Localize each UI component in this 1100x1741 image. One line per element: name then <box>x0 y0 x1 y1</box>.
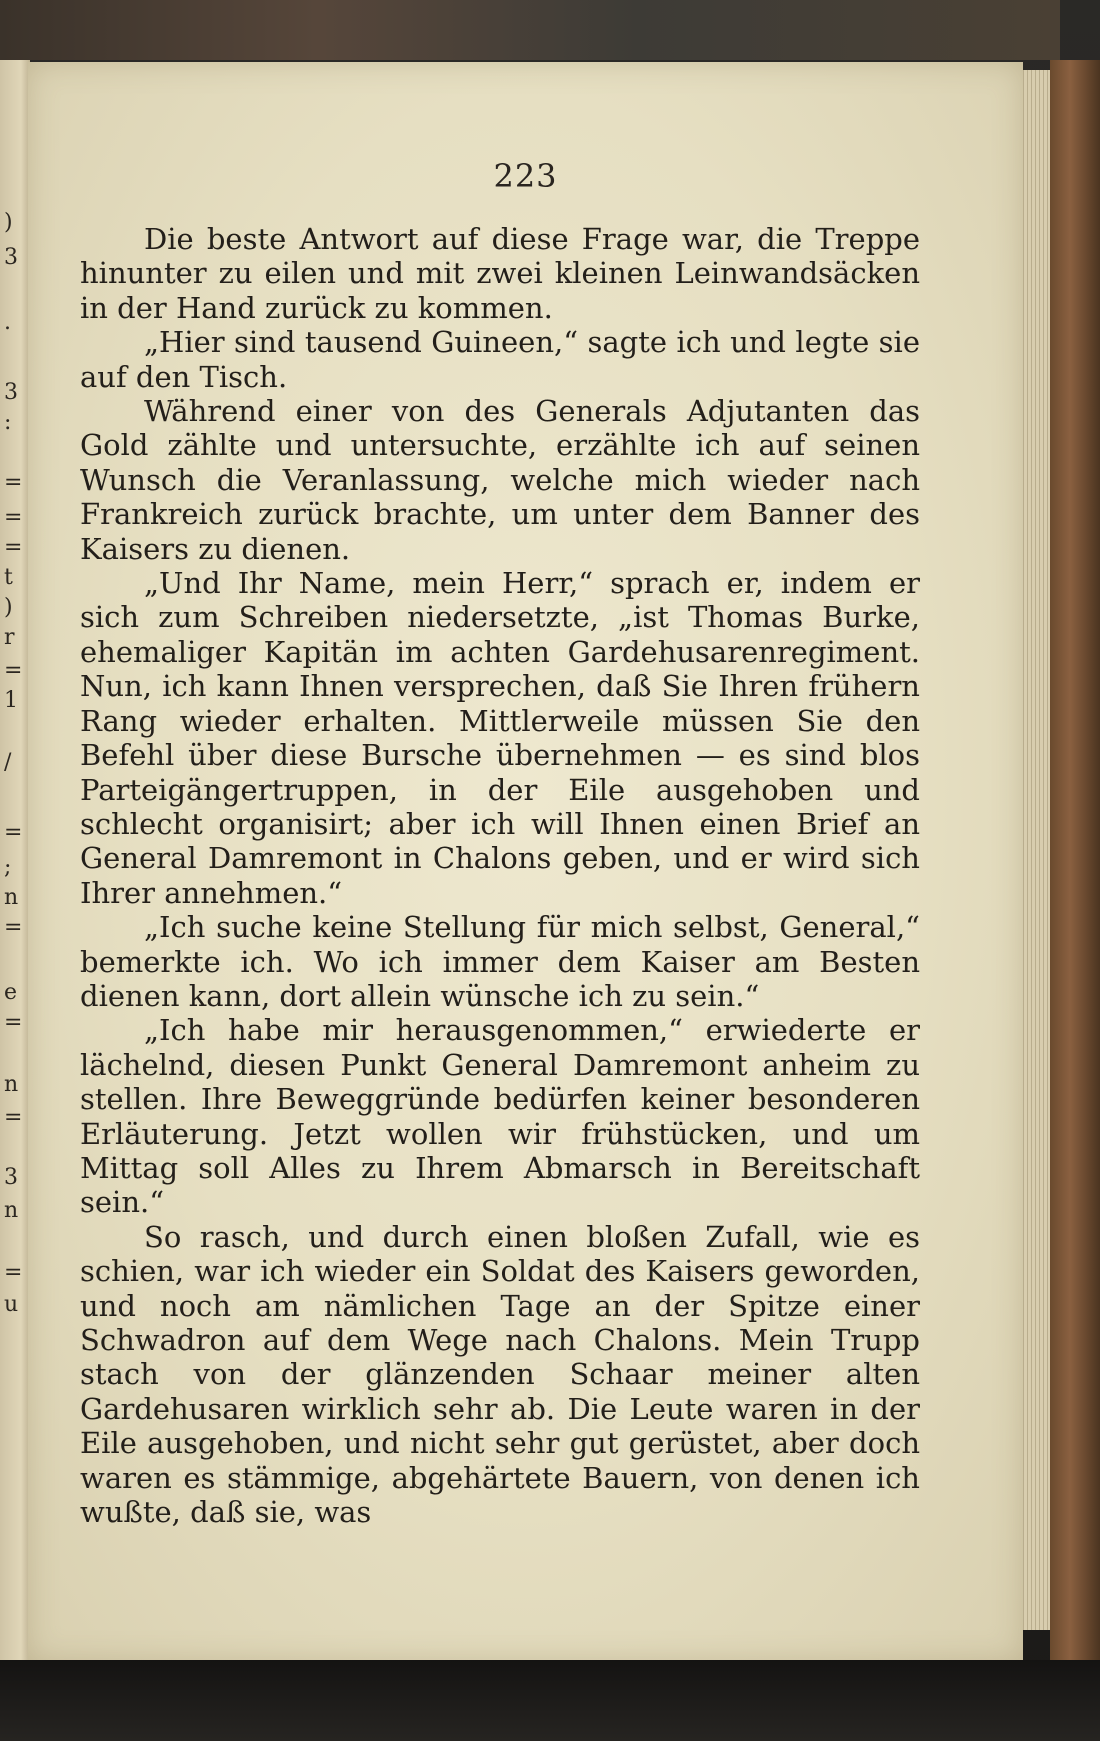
paragraph: „Hier sind tausend Guineen,“ sagte ich und legte sie auf den Tisch. <box>80 325 920 394</box>
prev-page-fragment: = <box>4 1010 23 1035</box>
prev-page-fragment: e <box>4 980 18 1005</box>
prev-page-fragment: : <box>4 410 12 435</box>
prev-page-fragment: n <box>4 1198 19 1223</box>
prev-page-fragment: 3 <box>4 380 18 405</box>
paragraph: „Und Ihr Name, mein Herr,“ sprach er, indem er sich zum Schreiben niedersetzte, „ist Thomas Burke, ehemaliger Kapitän im achten Gardehusarenregiment. Nun, ich kann Ihnen versprechen, daß Sie Ihren frühern Rang wieder erhalten. Mittlerweile müssen Sie den Befehl über diese Bursche übernehmen — es sind blos Parteigängertruppen, in der Eile ausgehoben und schlecht organisirt; aber ich will Ihnen einen Brief an General Damremont in Chalons geben, und er wird sich Ihrer annehmen.“ <box>80 566 920 910</box>
prev-page-fragment: ; <box>4 855 12 880</box>
prev-page-fragment: 3 <box>4 1165 18 1190</box>
prev-page-fragment: ) <box>4 595 13 620</box>
prev-page-fragment: . <box>4 310 11 335</box>
prev-page-fragment: t <box>4 565 13 590</box>
paragraph: „Ich habe mir herausgenommen,“ erwiederte er lächelnd, diesen Punkt General Damremont anheim zu stellen. Ihre Beweggründe bedürfen keiner besonderen Erläuterung. Jetzt wollen wir frühstücken, und um Mittag soll Alles zu Ihrem Abmarsch in Bereitschaft sein.“ <box>80 1013 920 1220</box>
prev-page-fragment: r <box>4 625 15 650</box>
prev-page-fragment: ) <box>4 210 13 235</box>
prev-page-fragment: n <box>4 1072 19 1097</box>
prev-page-fragment: = <box>4 915 23 940</box>
paragraph: Die beste Antwort auf diese Frage war, die Treppe hinunter zu eilen und mit zwei kleinen Leinwandsäcken in der Hand zurück zu kommen. <box>80 222 920 325</box>
paragraph: „Ich suche keine Stellung für mich selbst, General,“ bemerkte ich. Wo ich immer dem Kaiser am Besten dienen kann, dort allein wünsche ich zu sein.“ <box>80 910 920 1013</box>
paragraph: So rasch, und durch einen bloßen Zufall, wie es schien, war ich wieder ein Soldat des Kaisers geworden, und noch am nämlichen Tage an der Spitze einer Schwadron auf dem Wege nach Chalons. Mein Trupp stach von der glänzenden Schaar meiner alten Gardehusaren wirklich sehr ab. Die Leute waren in der Eile ausgehoben, und nicht sehr gut gerüstet, aber doch waren es stämmige, abgehärtete Bauern, von denen ich wußte, daß sie, was <box>80 1219 920 1530</box>
leather-cover-edge <box>0 0 1060 60</box>
prev-page-fragment: = <box>4 535 23 560</box>
bottom-background <box>0 1660 1100 1741</box>
paragraph: Während einer von des Generals Adjutanten das Gold zählte und untersuchte, erzählte ich auf seinen Wunsch die Veranlassung, welche mich wieder nach Frankreich zurück brachte, um unter dem Banner des Kaisers zu dienen. <box>80 394 920 566</box>
book-page <box>28 62 1023 1662</box>
prev-page-fragment: 3 <box>4 245 18 270</box>
prev-page-fragment: = <box>4 505 23 530</box>
prev-page-fragment: = <box>4 658 23 683</box>
prev-page-fragment: = <box>4 1105 23 1130</box>
prev-page-fragment: n <box>4 885 19 910</box>
prev-page-fragment: 1 <box>4 688 18 713</box>
prev-page-fragment: = <box>4 1260 23 1285</box>
page-number: 223 <box>493 157 558 195</box>
prev-page-fragment: u <box>4 1292 19 1317</box>
page-text <box>80 222 920 1529</box>
prev-page-fragment: = <box>4 820 23 845</box>
prev-page-fragment: / <box>4 750 12 775</box>
previous-page-edge <box>0 60 30 1660</box>
leather-spine-right <box>1050 60 1100 1680</box>
prev-page-fragment: = <box>4 470 23 495</box>
